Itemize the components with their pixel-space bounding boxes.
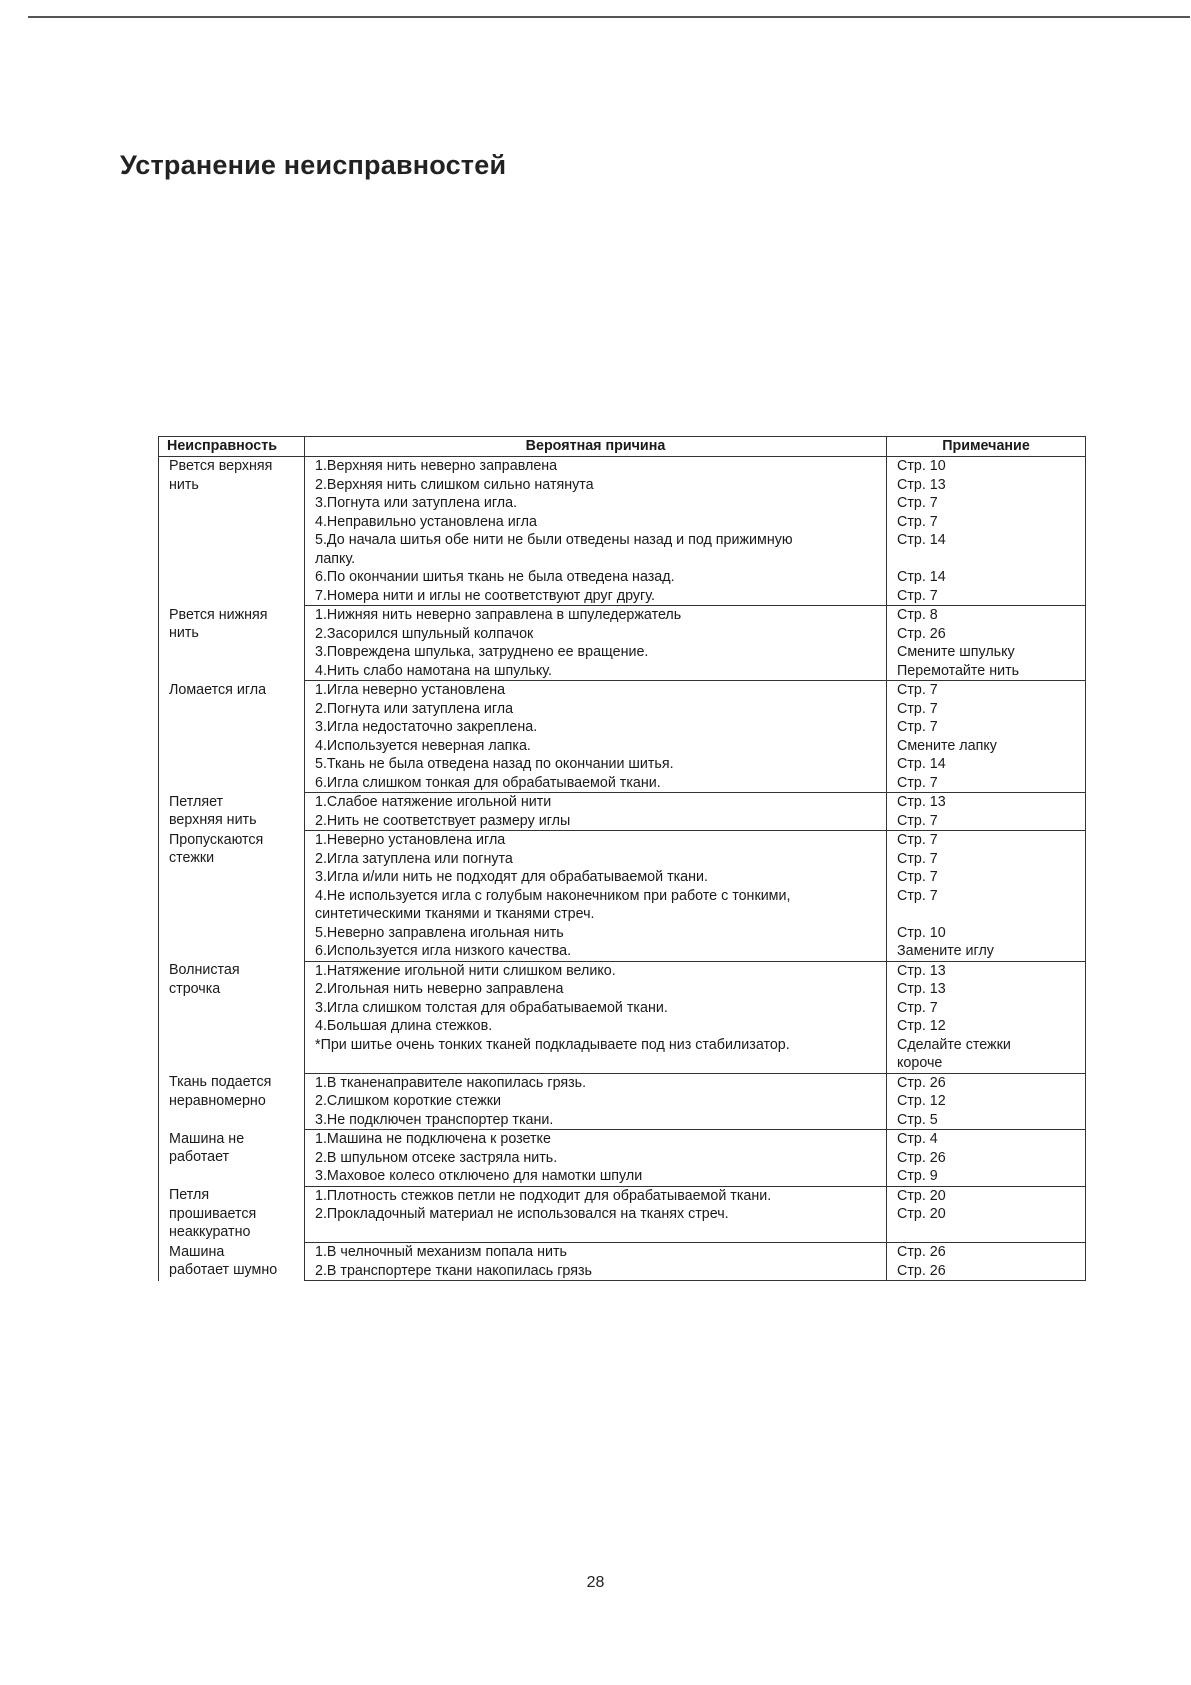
table-row	[159, 1243, 1086, 1262]
table-row	[159, 457, 1086, 476]
cause-text: 1.Игла неверно установлена	[315, 682, 506, 698]
table-header-row	[159, 437, 1086, 457]
cause-cell	[305, 513, 887, 532]
cause-cell	[305, 793, 887, 812]
cause-cell	[305, 887, 887, 924]
cause-cell	[305, 606, 887, 625]
note-cell	[887, 1243, 1086, 1262]
cause-cell	[305, 1017, 887, 1036]
note-cell	[887, 1092, 1086, 1111]
cause-cell	[305, 1130, 887, 1149]
cause-cell	[305, 1243, 887, 1262]
note-cell	[887, 774, 1086, 793]
note-text: Стр. 4	[897, 1131, 938, 1147]
cause-text: 2.В шпульном отсеке застряла нить.	[315, 1149, 558, 1166]
table-row	[159, 1130, 1086, 1149]
note-text: Стр. 7	[897, 682, 938, 698]
note-text: Стр. 7	[897, 719, 938, 735]
note-text: Стр. 14	[897, 756, 946, 772]
note-cell	[887, 1149, 1086, 1168]
cause-cell	[305, 961, 887, 980]
note-cell	[887, 793, 1086, 812]
note-cell	[887, 513, 1086, 532]
cause-text: 5.До начала шитья обе нити не были отведены назад и под прижимную	[315, 532, 793, 548]
cause-text: 2.Прокладочный материал не использовался на тканях стреч.	[315, 1206, 729, 1222]
cause-cell	[305, 831, 887, 850]
cause-text: 6.По окончании шитья ткань не была отведена назад.	[315, 569, 675, 585]
table-row	[159, 681, 1086, 700]
problem-text: Машина не	[169, 1130, 245, 1147]
problem-text: работает шумно	[169, 1262, 278, 1278]
table-row	[159, 1186, 1086, 1205]
cause-text: 3.Погнута или затуплена игла.	[315, 495, 518, 511]
note-text	[897, 905, 1081, 924]
table-row	[159, 606, 1086, 625]
cause-cell	[305, 1092, 887, 1111]
cause-text: 1.Нижняя нить неверно заправлена в шпуледержатель	[315, 607, 682, 623]
cause-text: 2.Игольная нить неверно заправлена	[315, 981, 564, 997]
note-cell	[887, 1262, 1086, 1281]
note-text: Стр. 7	[897, 700, 938, 717]
cause-text: 2.Слишком короткие стежки	[315, 1093, 502, 1109]
cause-cell	[305, 1073, 887, 1092]
problem-text: Ткань подается	[169, 1074, 272, 1090]
problem-cell	[159, 1073, 305, 1130]
note-cell	[887, 737, 1086, 756]
note-text: Стр. 26	[897, 1074, 946, 1091]
problem-text: Петляет	[169, 793, 224, 810]
problem-text: неаккуратно	[169, 1224, 251, 1240]
cause-text: 4.Большая длина стежков.	[315, 1018, 493, 1034]
table-body	[159, 457, 1086, 1281]
cause-text: 1.Слабое натяжение игольной нити	[315, 794, 552, 810]
cause-cell	[305, 1111, 887, 1130]
note-text: Стр. 14	[897, 569, 946, 585]
note-cell	[887, 1130, 1086, 1149]
cause-cell	[305, 625, 887, 644]
note-cell	[887, 662, 1086, 681]
note-cell	[887, 531, 1086, 568]
cause-cell	[305, 568, 887, 587]
cause-text: 2.Засорился шпульный колпачок	[315, 625, 534, 642]
cause-cell	[305, 1205, 887, 1243]
cause-text: 1.Неверно установлена игла	[315, 832, 506, 848]
cause-cell	[305, 662, 887, 681]
note-text: Стр. 26	[897, 1244, 946, 1260]
cause-cell	[305, 999, 887, 1018]
cause-text: 3.Игла и/или нить не подходят для обрабатываемой ткани.	[315, 869, 708, 885]
header-problem: Неисправность	[159, 437, 305, 457]
note-cell	[887, 643, 1086, 662]
cause-cell	[305, 737, 887, 756]
note-text: Смените шпульку	[897, 644, 1015, 660]
note-cell	[887, 961, 1086, 980]
problem-cell	[159, 1130, 305, 1187]
cause-cell	[305, 1036, 887, 1074]
cause-text: 4.Неправильно установлена игла	[315, 513, 537, 530]
problem-cell	[159, 831, 305, 962]
note-cell	[887, 718, 1086, 737]
note-text: Стр. 8	[897, 607, 938, 623]
problem-cell	[159, 457, 305, 606]
note-cell	[887, 606, 1086, 625]
note-text: Стр. 7	[897, 832, 938, 848]
cause-cell	[305, 587, 887, 606]
page-title: Устранение неисправностей	[120, 150, 507, 180]
note-text: Стр. 14	[897, 532, 946, 548]
note-cell	[887, 476, 1086, 495]
problem-cell	[159, 681, 305, 793]
problem-text: строчка	[169, 980, 221, 997]
note-cell	[887, 924, 1086, 943]
note-text: Стр. 12	[897, 1093, 946, 1109]
cause-text: 5.Ткань не была отведена назад по окончании шитья.	[315, 756, 674, 772]
note-cell	[887, 1111, 1086, 1130]
note-cell	[887, 457, 1086, 476]
table-row	[159, 793, 1086, 812]
cause-cell	[305, 643, 887, 662]
note-text: Стр. 7	[897, 587, 938, 604]
note-text: Стр. 26	[897, 625, 946, 642]
cause-cell	[305, 755, 887, 774]
cause-text	[315, 1054, 880, 1073]
cause-text: *При шитье очень тонких тканей подкладываете под низ стабилизатор.	[315, 1036, 790, 1053]
cause-text: 1.Машина не подключена к розетке	[315, 1131, 551, 1147]
note-cell	[887, 700, 1086, 719]
cause-cell	[305, 531, 887, 568]
note-cell	[887, 587, 1086, 606]
cause-text: 4.Не используется игла с голубым наконечником при работе с тонкими,	[315, 887, 791, 904]
cause-cell	[305, 494, 887, 513]
cause-text: 2.В транспортере ткани накопилась грязь	[315, 1262, 592, 1279]
cause-text: 4.Используется неверная лапка.	[315, 737, 531, 754]
cause-cell	[305, 1262, 887, 1281]
note-text: Стр. 13	[897, 962, 946, 979]
cause-text: 2.Нить не соответствует размеру иглы	[315, 812, 571, 829]
note-text: Стр. 9	[897, 1168, 938, 1184]
cause-cell	[305, 980, 887, 999]
header-cause: Вероятная причина	[305, 437, 887, 457]
note-cell	[887, 1186, 1086, 1205]
note-cell	[887, 681, 1086, 700]
problem-cell	[159, 793, 305, 831]
note-cell	[887, 942, 1086, 961]
note-text: короче	[897, 1055, 943, 1071]
problem-cell	[159, 606, 305, 681]
note-text: Стр. 7	[897, 869, 938, 885]
top-rule	[28, 16, 1190, 18]
note-cell	[887, 1017, 1086, 1036]
note-text: Стр. 7	[897, 850, 938, 867]
header-note: Примечание	[887, 437, 1086, 457]
note-text: Стр. 26	[897, 1262, 946, 1279]
problem-text: работает	[169, 1149, 230, 1165]
note-text: Стр. 12	[897, 1018, 946, 1034]
cause-cell	[305, 681, 887, 700]
cause-cell	[305, 1186, 887, 1205]
note-cell	[887, 980, 1086, 999]
note-text: Стр. 7	[897, 774, 938, 791]
note-cell	[887, 868, 1086, 887]
note-text: Стр. 13	[897, 476, 946, 493]
cause-text: лапку.	[315, 550, 356, 567]
note-text: Стр. 26	[897, 1149, 946, 1166]
problem-text: Рвется нижняя	[169, 606, 268, 623]
cause-text: 2.Игла затуплена или погнута	[315, 850, 513, 867]
cause-cell	[305, 942, 887, 961]
note-text: Стр. 7	[897, 999, 938, 1016]
note-text: Стр. 7	[897, 887, 938, 904]
note-text: Сделайте стежки	[897, 1036, 1011, 1053]
problem-text: прошивается	[169, 1205, 257, 1222]
note-cell	[887, 812, 1086, 831]
cause-text: 7.Номера нити и иглы не соответствуют друг другу.	[315, 587, 655, 604]
cause-cell	[305, 1167, 887, 1186]
cause-cell	[305, 850, 887, 869]
note-text: Стр. 7	[897, 812, 938, 829]
problem-text: Ломается игла	[169, 681, 267, 698]
cause-text: 6.Используется игла низкого качества.	[315, 943, 572, 959]
note-cell	[887, 1073, 1086, 1092]
cause-text	[315, 1224, 880, 1243]
cause-text: 5.Неверно заправлена игольная нить	[315, 924, 564, 941]
problem-cell	[159, 1243, 305, 1281]
cause-text: 3.Не подключен транспортер ткани.	[315, 1111, 554, 1128]
note-cell	[887, 1036, 1086, 1074]
cause-text: 1.В челночный механизм попала нить	[315, 1244, 567, 1260]
cause-text: 1.В тканенаправителе накопилась грязь.	[315, 1074, 587, 1091]
note-text: Перемотайте нить	[897, 662, 1020, 679]
problem-text: нить	[169, 476, 199, 493]
cause-text: 3.Игла слишком толстая для обрабатываемой ткани.	[315, 999, 668, 1016]
note-cell	[887, 887, 1086, 924]
note-text: Стр. 5	[897, 1111, 938, 1128]
note-text: Стр. 13	[897, 794, 946, 810]
note-text: Стр. 7	[897, 513, 938, 530]
note-cell	[887, 568, 1086, 587]
cause-cell	[305, 476, 887, 495]
cause-text: 2.Погнута или затуплена игла	[315, 700, 514, 717]
note-cell	[887, 999, 1086, 1018]
cause-text: 4.Нить слабо намотана на шпульку.	[315, 662, 552, 679]
note-text: Стр. 10	[897, 924, 946, 941]
note-text: Стр. 20	[897, 1206, 946, 1222]
cause-cell	[305, 718, 887, 737]
problem-text: Машина	[169, 1243, 225, 1260]
cause-text: 3.Повреждена шпулька, затруднено ее вращение.	[315, 644, 649, 660]
cause-cell	[305, 812, 887, 831]
problem-text: нить	[169, 625, 199, 641]
cause-cell	[305, 700, 887, 719]
cause-cell	[305, 924, 887, 943]
note-text: Смените лапку	[897, 737, 997, 754]
note-text: Стр. 13	[897, 981, 946, 997]
problem-text: Волнистая	[169, 962, 240, 978]
problem-text: неравномерно	[169, 1092, 266, 1109]
cause-text: 1.Натяжение игольной нити слишком велико.	[315, 962, 616, 979]
table-row	[159, 831, 1086, 850]
page-number: 28	[586, 1574, 605, 1591]
note-cell	[887, 1205, 1086, 1243]
note-text: Стр. 20	[897, 1187, 946, 1204]
table-row	[159, 1073, 1086, 1092]
cause-text: синтетическими тканями и тканями стреч.	[315, 906, 595, 922]
problem-text: верхняя нить	[169, 812, 257, 828]
cause-text: 2.Верхняя нить слишком сильно натянута	[315, 476, 594, 493]
cause-text: 3.Маховое колесо отключено для намотки шпули	[315, 1168, 643, 1184]
cause-cell	[305, 1149, 887, 1168]
note-text	[897, 550, 1081, 569]
problem-text: Рвется верхняя	[169, 458, 273, 474]
note-cell	[887, 1167, 1086, 1186]
note-text: Стр. 10	[897, 458, 946, 474]
cause-cell	[305, 774, 887, 793]
cause-text: 3.Игла недостаточно закреплена.	[315, 719, 538, 735]
note-cell	[887, 755, 1086, 774]
problem-text: стежки	[169, 850, 215, 866]
cause-cell	[305, 868, 887, 887]
problem-text: Петля	[169, 1187, 210, 1203]
note-cell	[887, 850, 1086, 869]
note-cell	[887, 494, 1086, 513]
problem-cell	[159, 1186, 305, 1243]
troubleshooting-table	[158, 436, 1086, 1281]
cause-text: 6.Игла слишком тонкая для обрабатываемой ткани.	[315, 774, 661, 791]
problem-cell	[159, 961, 305, 1073]
cause-text: 1.Плотность стежков петли не подходит для обрабатываемой ткани.	[315, 1187, 772, 1204]
cause-text: 1.Верхняя нить неверно заправлена	[315, 458, 558, 474]
note-text: Стр. 7	[897, 495, 938, 511]
note-text: Замените иглу	[897, 943, 994, 959]
note-cell	[887, 625, 1086, 644]
problem-text: Пропускаются	[169, 831, 264, 848]
note-text	[897, 1224, 1081, 1243]
cause-cell	[305, 457, 887, 476]
note-cell	[887, 831, 1086, 850]
table-row	[159, 961, 1086, 980]
